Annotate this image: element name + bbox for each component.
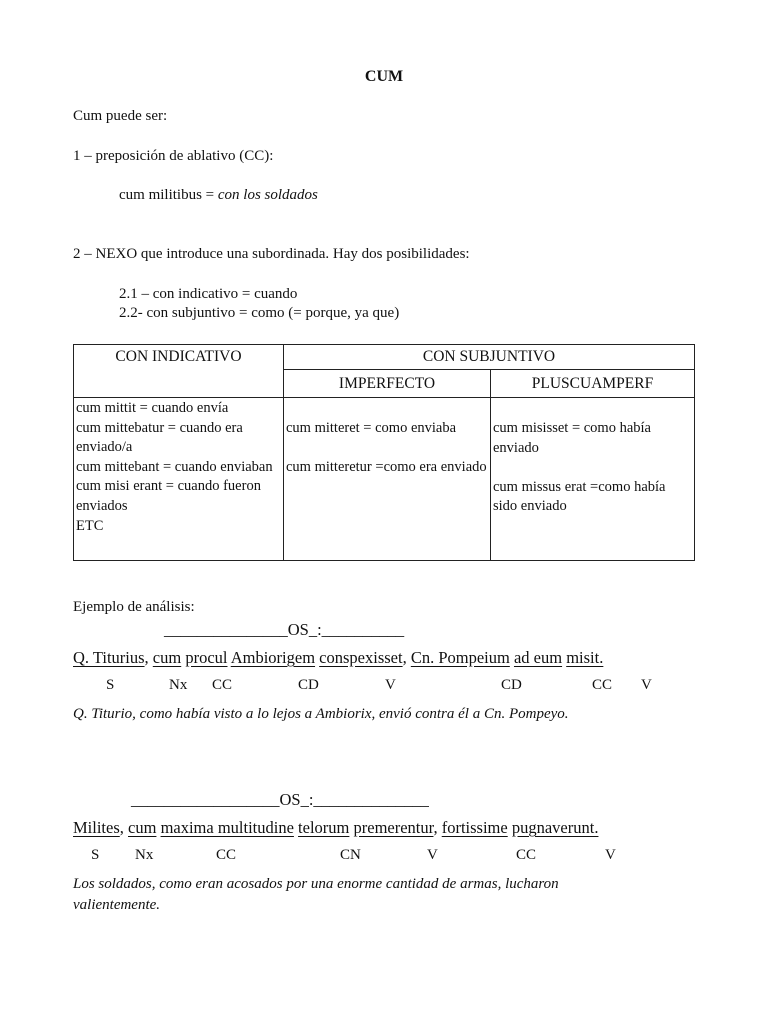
analysis-label: Ejemplo de análisis:	[73, 599, 195, 615]
cell-imperfecto	[284, 398, 491, 561]
syntax-tag: V	[385, 677, 396, 693]
word: Cn. Pompeium	[410, 648, 510, 667]
table-line: cum misisset = como había enviado	[493, 420, 651, 456]
example-preposition	[119, 187, 318, 204]
syntax-tag: Nx	[169, 677, 188, 693]
word: cum	[152, 648, 182, 667]
syntax-tag: V	[427, 847, 438, 863]
syntax-tag: Nx	[135, 847, 154, 863]
word: pugnaverunt.	[511, 818, 599, 837]
table-line: cum misi erant = cuando fueron enviados	[76, 478, 261, 514]
syntax-tag: V	[605, 847, 616, 863]
word: cum	[128, 818, 157, 837]
syntax-tag: CD	[501, 677, 522, 693]
word: premerentur	[353, 818, 434, 837]
word: misit.	[566, 648, 604, 667]
table-line: cum mittebant = cuando enviaban	[76, 458, 273, 475]
table-line: cum missus erat =como había sido enviado	[493, 478, 666, 515]
word: conspexisset	[319, 648, 403, 667]
syntax-tag: CD	[298, 677, 319, 693]
os-line-a: _______________OS_:__________	[164, 620, 405, 639]
word: procul	[185, 648, 228, 667]
syntax-tag: V	[641, 677, 652, 693]
syntax-tag: S	[91, 847, 100, 863]
syntax-tag: CC	[516, 847, 537, 863]
syntax-tag: CN	[340, 847, 361, 863]
syntax-tag: CC	[212, 677, 233, 693]
page-title: CUM	[364, 68, 404, 85]
translation-b-line-2: valientemente.	[73, 897, 161, 913]
sub-point-2-1: 2.1 – con indicativo = cuando	[119, 286, 298, 302]
word: ad eum	[513, 648, 563, 667]
cell-indicativo	[74, 398, 284, 561]
syntax-tag: CC	[216, 847, 237, 863]
syntax-tag: CC	[592, 677, 613, 693]
separator: ,	[402, 648, 411, 667]
point-1: 1 – preposición de ablativo (CC):	[73, 148, 274, 164]
cell-pluscuamperf	[491, 398, 695, 561]
word: fortissime	[441, 818, 508, 837]
example-latin: cum militibus =	[119, 187, 218, 203]
header-indicativo: CON INDICATIVO	[74, 345, 284, 398]
example-spanish: con los soldados	[217, 187, 318, 203]
syntax-tag: S	[106, 677, 115, 693]
intro-text: Cum puede ser:	[73, 108, 168, 124]
table-line: cum mitteret = como enviaba	[286, 420, 457, 436]
word: Ambiorigem	[230, 648, 316, 667]
word: maxima multitudine	[160, 818, 294, 837]
point-2: 2 – NEXO que introduce una subordinada. Hay dos posibilidades:	[73, 246, 470, 262]
separator: ,	[433, 818, 442, 837]
cum-table	[73, 344, 695, 561]
header-imperfecto: IMPERFECTO	[284, 370, 491, 398]
header-pluscuamperf: PLUSCUAMPERF	[491, 370, 695, 398]
separator: ,	[119, 818, 129, 837]
word: Milites	[73, 818, 120, 837]
table-line: cum mitteretur =como era enviado	[286, 459, 487, 476]
header-subjuntivo: CON SUBJUNTIVO	[284, 345, 695, 370]
translation-b-line-1: Los soldados, como eran acosados por una enorme cantidad de armas, lucharon	[73, 876, 559, 892]
table-line: ETC	[76, 517, 104, 534]
table-line: cum mittebatur = cuando era enviado/a	[76, 419, 243, 456]
table-line: cum mittit = cuando envía	[76, 400, 229, 416]
sub-point-2-2: 2.2- con subjuntivo = como (= porque, ya que)	[119, 305, 400, 321]
word: telorum	[298, 818, 350, 837]
word: Q. Titurius	[73, 648, 145, 667]
translation-a: Q. Titurio, como había visto a lo lejos a Ambiorix, envió contra él a Cn. Pompeyo.	[73, 706, 569, 722]
separator: ,	[144, 648, 153, 667]
latin-sentence-a	[73, 648, 603, 668]
os-line-b: __________________OS_:______________	[131, 790, 429, 809]
latin-sentence-b	[73, 818, 598, 838]
